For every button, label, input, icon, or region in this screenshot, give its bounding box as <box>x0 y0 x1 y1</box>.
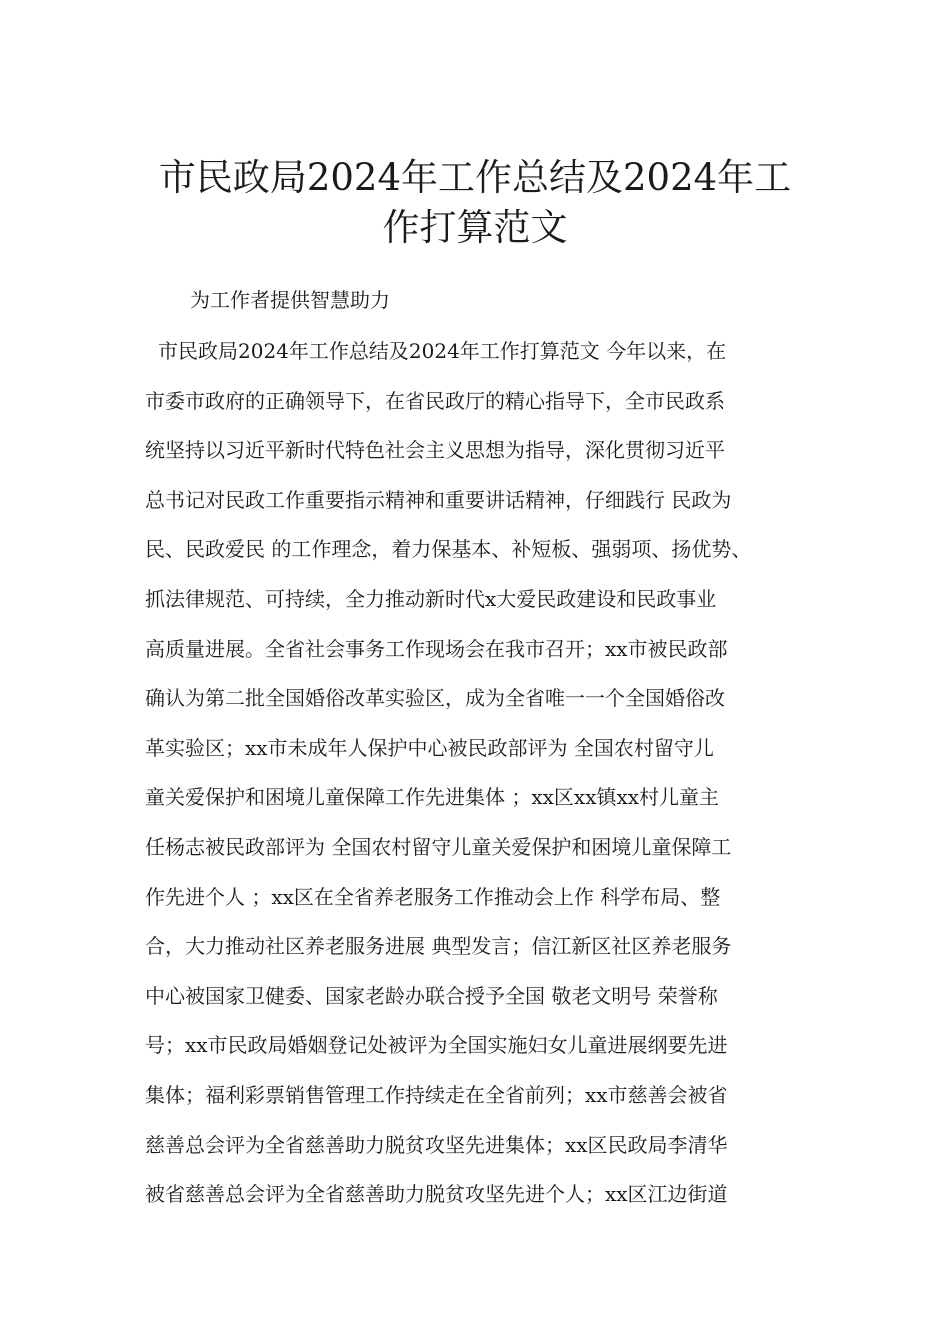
body-line: 合，大力推动社区养老服务进展 典型发言；信江新区社区养老服务 <box>145 934 732 959</box>
body-line: 作先进个人 ；xx区在全省养老服务工作推动会上作 科学布局、整 <box>145 884 721 909</box>
title-line: 市民政局2024年工作总结及2024年工 <box>158 155 792 199</box>
body-line: 抓法律规范、可持续，全力推动新时代x大爱民政建设和民政事业 <box>145 586 717 611</box>
body-line: 统坚持以习近平新时代特色社会主义思想为指导，深化贯彻习近平 <box>145 438 725 463</box>
body-line: 被省慈善总会评为全省慈善助力脱贫攻坚先进个人；xx区江边街道 <box>145 1182 728 1207</box>
body-line: 集体；福利彩票销售管理工作持续走在全省前列；xx市慈善会被省 <box>145 1082 728 1107</box>
body-line: 号；xx市民政局婚姻登记处被评为全国实施妇女儿童进展纲要先进 <box>145 1033 728 1058</box>
document-body <box>145 336 825 1229</box>
body-line: 高质量进展。全省社会事务工作现场会在我市召开；xx市被民政部 <box>145 636 728 661</box>
body-line: 民、民政爱民 的工作理念，着力保基本、补短板、强弱项、扬优势、 <box>145 537 752 562</box>
body-line: 确认为第二批全国婚俗改革实验区，成为全省唯一一个全国婚俗改 <box>145 686 725 711</box>
body-line: 市委市政府的正确领导下，在省民政厅的精心指导下，全市民政系 <box>145 388 725 413</box>
document-subtitle: 为工作者提供智慧助力 <box>190 288 390 312</box>
document-title <box>100 153 850 253</box>
body-line: 总书记对民政工作重要指示精神和重要讲话精神，仔细践行 民政为 <box>145 487 732 512</box>
body-line: 任杨志被民政部评为 全国农村留守儿童关爱保护和困境儿童保障工 <box>145 834 732 859</box>
body-line: 童关爱保护和困境儿童保障工作先进集体 ；xx区xx镇xx村儿童主 <box>145 785 720 810</box>
body-line: 革实验区；xx市未成年人保护中心被民政部评为 全国农村留守儿 <box>145 735 714 760</box>
body-line: 慈善总会评为全省慈善助力脱贫攻坚先进集体；xx区民政局李清华 <box>145 1132 728 1157</box>
title-line: 作打算范文 <box>382 205 568 249</box>
body-line: 中心被国家卫健委、国家老龄办联合授予全国 敬老文明号 荣誉称 <box>145 983 718 1008</box>
body-line: 市民政局2024年工作总结及2024年工作打算范文 今年以来，在 <box>158 339 727 363</box>
